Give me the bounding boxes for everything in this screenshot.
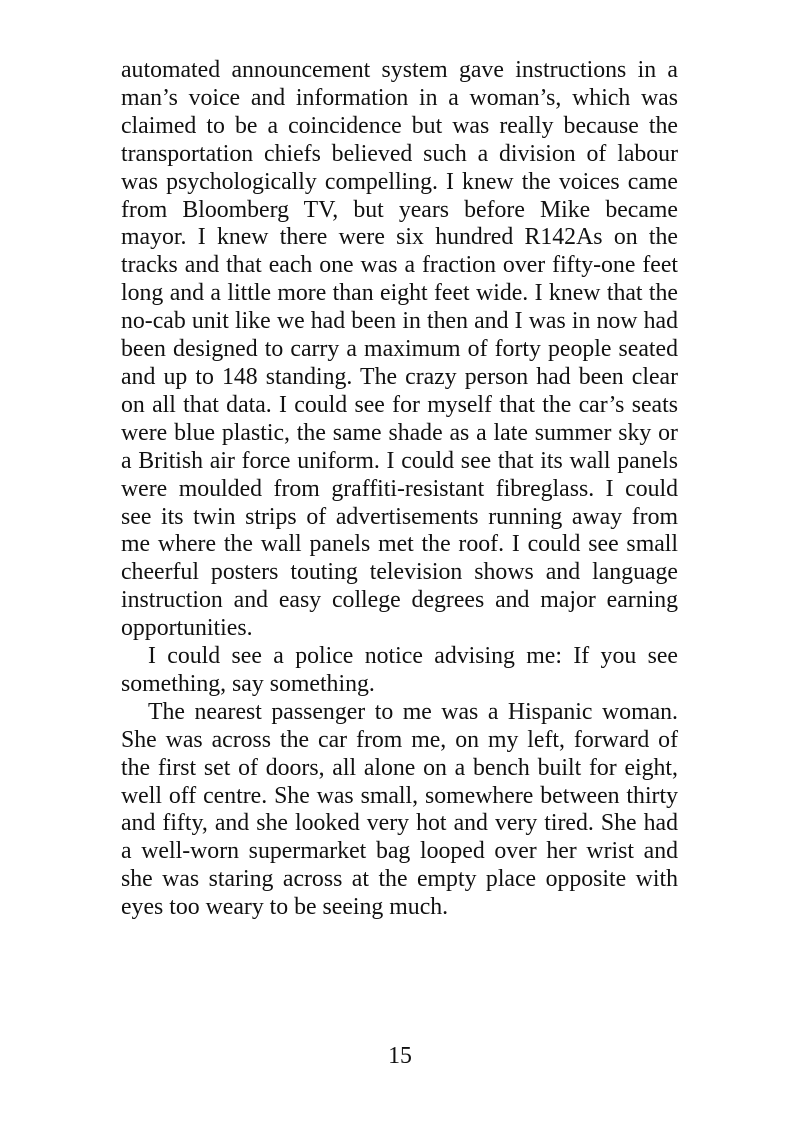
page-number: 15 (388, 1043, 412, 1069)
body-text (121, 57, 678, 922)
paragraph-continued: automated announcement system gave instructions in a man’s voice and information in a woman’s, which was claimed to be a coincidence but was really because the transportation chiefs believed such a division of labour was psychologically compelling. I knew the voices came from Bloomberg TV, but years before Mike became mayor. I knew there were six hundred R142As on the tracks and that each one was a fraction over fifty-one feet long and a little more than eight feet wide. I knew that the no-cab unit like we had been in then and I was in now had been designed to carry a maximum of forty people seated and up to 148 standing. The crazy person had been clear on all that data. I could see for myself that the car’s seats were blue plastic, the same shade as a late summer sky or a British air force uniform. I could see that its wall panels were moulded from graffiti-resistant fibreglass. I could see its twin strips of advertisements running away from me where the wall panels met the roof. I could see small cheerful posters touting television shows and language instruction and easy college degrees and major earning opportunities. (121, 57, 678, 642)
paragraph-police-notice: I could see a police notice advising me: If you see something, say something. (121, 643, 678, 697)
paragraph-hispanic-woman: The nearest passenger to me was a Hispanic woman. She was across the car from me, on my left, forward of the first set of doors, all alone on a bench built for eight, well off centre. She was small, somewhere between thirty and fifty, and she looked very hot and very tired. She had a well-worn supermarket bag looped over her wrist and she was staring across at the empty place opposite with eyes too weary to be seeing much. (121, 698, 678, 921)
